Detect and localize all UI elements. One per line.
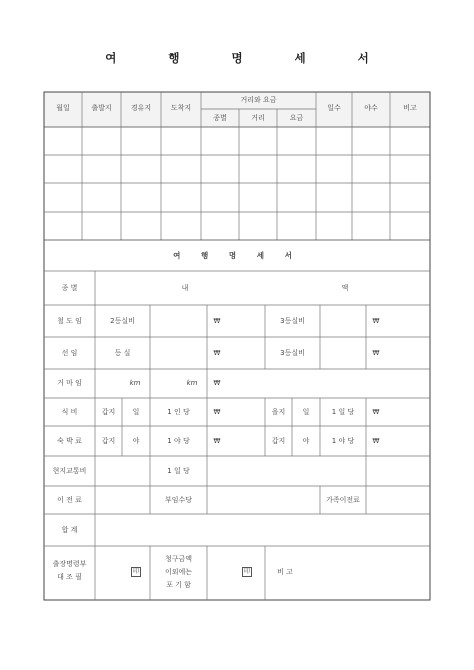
lodging-won-a: ₩ [213, 437, 221, 445]
ship-won-a: ₩ [213, 349, 221, 357]
header-date: 월일 [56, 104, 70, 112]
meal-grade-b: 을지 [271, 408, 286, 416]
meal-rate-a: 1 인 당 [167, 408, 190, 416]
lodging-grade-b: 갑지 [271, 437, 286, 445]
meal-label: 식 비 [61, 408, 78, 416]
rail-won-b: ₩ [372, 317, 380, 325]
lodging-grade-a: 갑지 [101, 437, 116, 445]
meal-won-a: ₩ [213, 408, 221, 416]
ship-class-b: 3등실비 [280, 349, 305, 357]
content-label: 내 [181, 284, 189, 292]
header-fee: 요금 [289, 114, 304, 122]
meal-grade-a: 갑지 [101, 408, 116, 416]
header-nights: 야수 [364, 104, 378, 112]
seal-stamp-2: 印 [243, 568, 250, 575]
rail-class-b: 3등실비 [280, 317, 305, 325]
header-days: 일수 [327, 104, 341, 112]
total-label: 합 계 [61, 526, 78, 534]
header-arrival: 도착지 [170, 104, 192, 112]
rail-won-a: ₩ [213, 317, 221, 325]
moving-expense-label: 이 전 료 [57, 496, 82, 504]
travel-order-line-1: 출장명령부 [52, 560, 87, 568]
meal-rate-b: 1 일 당 [331, 408, 355, 416]
detail-section-title: 여 행 명 세 서 [173, 251, 301, 260]
lodging-label: 숙 박 료 [57, 437, 82, 445]
vehicle-km-2: km [186, 379, 198, 387]
footer-remarks: 비 고 [277, 568, 293, 576]
claim-line-2: 이외에는 [164, 568, 193, 576]
lodging-won-b: ₩ [372, 437, 380, 445]
header-via: 경유지 [130, 104, 152, 112]
lodging-unit-b: 야 [302, 437, 310, 445]
seal-stamp-1: 印 [132, 568, 139, 575]
ship-won-b: ₩ [372, 349, 380, 357]
claim-line-1: 청구금액 [164, 555, 193, 563]
travel-order-line-2: 대 조 필 [57, 573, 82, 581]
vehicle-label: 거 마 임 [57, 379, 82, 387]
local-transport-label: 현지교통비 [52, 467, 87, 475]
header-departure: 출발지 [91, 104, 112, 112]
ship-class-a: 등 실 [114, 349, 131, 357]
amount-label: 액 [341, 284, 349, 292]
ship-label: 선 임 [61, 349, 78, 357]
meal-unit-b: 일 [302, 408, 310, 416]
family-moving-expense: 가족이전료 [326, 496, 360, 504]
header-distance: 거리 [251, 114, 265, 122]
local-transport-rate: 1 일 당 [167, 467, 190, 475]
header-remarks: 비고 [403, 104, 417, 112]
rail-label: 철 도 임 [57, 317, 82, 325]
type-label: 종 별 [61, 284, 78, 292]
header-type: 종별 [213, 114, 227, 122]
meal-won-b: ₩ [372, 408, 380, 416]
claim-line-3: 포 기 함 [166, 581, 191, 589]
meal-unit-a: 일 [132, 408, 140, 416]
lodging-rate-b: 1 야 당 [331, 437, 355, 445]
document-title: 여 행 명 세 서 [105, 51, 393, 65]
vehicle-won: ₩ [213, 379, 221, 387]
header-distance-fee: 거리와 요금 [240, 96, 277, 104]
vehicle-km-1: km [129, 379, 141, 387]
moving-allowance: 부임수당 [164, 496, 193, 504]
lodging-rate-a: 1 야 당 [167, 437, 190, 445]
rail-class-a: 2등실비 [110, 317, 135, 325]
lodging-unit-a: 야 [132, 437, 140, 445]
